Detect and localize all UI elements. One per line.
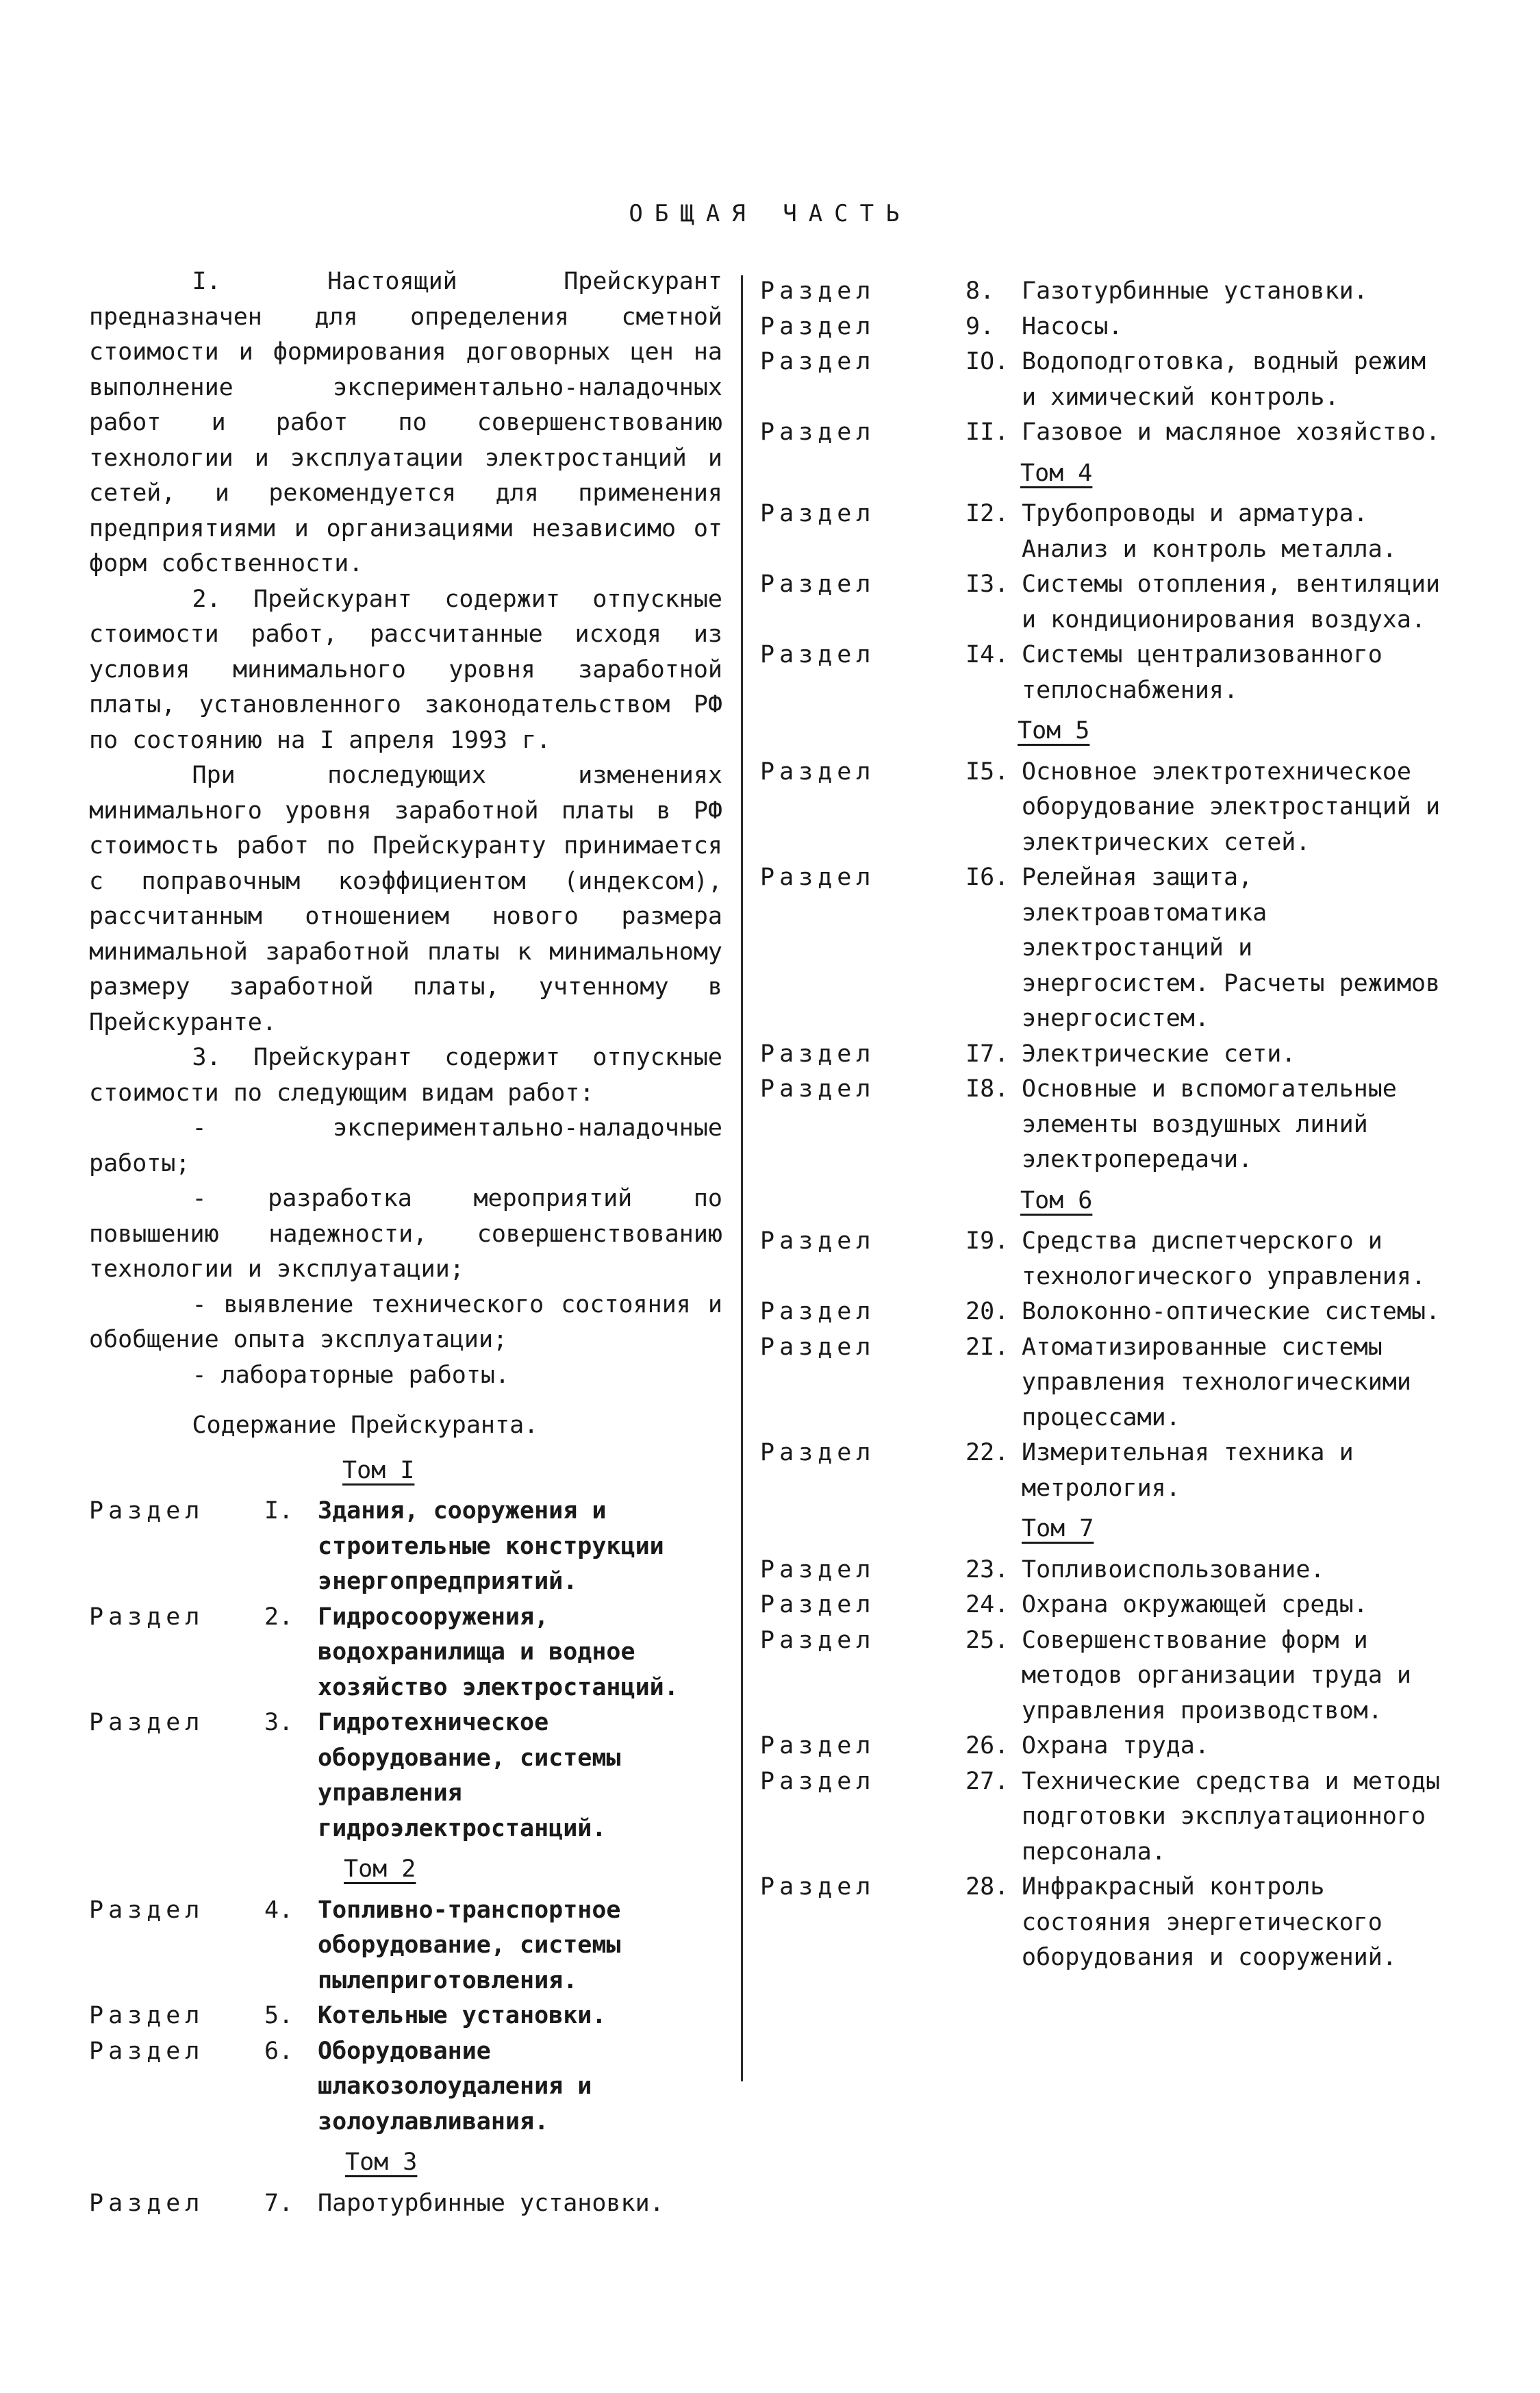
section-entry <box>89 1893 722 1999</box>
section-number: II. <box>965 418 1009 446</box>
section-label: Раздел <box>89 1709 205 1736</box>
section-number: 9. <box>965 312 995 340</box>
section-label: Раздел <box>760 277 876 305</box>
section-label: Раздел <box>760 1227 876 1255</box>
section-entry <box>760 1729 1445 1764</box>
section-number: I5. <box>965 757 1009 786</box>
section-title: Средства диспетчерского и технологического управления. <box>1022 1227 1426 1290</box>
section-label: Раздел <box>760 1873 876 1901</box>
section-title: Атоматизированные системы управления технологическими процессами. <box>1022 1333 1411 1431</box>
section-number: I3. <box>965 571 1009 598</box>
section-label: Раздел <box>760 1591 876 1618</box>
section-number: I2. <box>965 500 1009 527</box>
section-entry <box>89 1600 722 1706</box>
section-entry <box>760 274 1445 310</box>
section-title: Топливно-транспортное оборудование, системы пылеприготовления. <box>318 1896 621 1994</box>
section-label: Раздел <box>760 1040 876 1068</box>
section-title: Системы централизованного теплоснабжения. <box>1022 641 1383 704</box>
section-title: Инфракрасный контроль состояния энергетического оборудования и сооружений. <box>1022 1873 1397 1971</box>
section-entry <box>89 1999 722 2034</box>
section-title: Совершенствование форм и методов организации труда и управления производством. <box>1022 1626 1411 1725</box>
section-number: 23. <box>965 1555 1009 1583</box>
section-entry <box>760 1870 1445 1976</box>
section-label: Раздел <box>760 1298 876 1325</box>
section-label: Раздел <box>760 864 876 891</box>
section-entry <box>760 860 1445 1037</box>
section-number: I4. <box>965 641 1009 668</box>
section-entry <box>760 497 1445 567</box>
section-entry <box>760 1037 1445 1073</box>
section-label: Раздел <box>760 571 876 598</box>
section-label: Раздел <box>760 312 876 340</box>
section-entry <box>89 1494 722 1600</box>
work-type-item: - разработка мероприятий по повышению надежности, совершенствованию технологии и эксплуатации; <box>89 1185 722 1283</box>
section-number: 6. <box>264 2037 294 2065</box>
volume-heading: Том 7 <box>1022 1515 1094 1542</box>
section-number: 28. <box>965 1873 1009 1901</box>
section-label: Раздел <box>760 418 876 446</box>
intro-paragraph-3: При последующих изменениях минимального уровня заработной платы в РФ стоимость работ по Прейскуранту принимается с поправочным коэффициентом (индексом), рассчитанным отношением нового размера минимальной заработной платы к минимальному размеру заработной платы, учтенному в Прейскуранте. <box>89 762 722 1036</box>
section-number: 4. <box>264 1896 294 1924</box>
section-entry <box>760 310 1445 345</box>
section-title: Системы отопления, вентиляции и кондиционирования воздуха. <box>1022 571 1441 634</box>
section-number: 5. <box>264 2002 294 2029</box>
section-label: Раздел <box>89 2189 205 2217</box>
section-title: Оборудование шлакозолоудаления и золоулавливания. <box>318 2037 592 2135</box>
section-entry <box>760 755 1445 861</box>
section-number: 22. <box>965 1439 1009 1466</box>
section-number: 8. <box>965 277 995 305</box>
section-title: Трубопроводы и арматура. Анализ и контроль металла. <box>1022 500 1397 563</box>
section-entry <box>760 1294 1445 1330</box>
section-number: IO. <box>965 348 1009 375</box>
section-label: Раздел <box>760 1767 876 1795</box>
volume-heading: Том 6 <box>1020 1186 1093 1214</box>
volume-heading: Том I <box>342 1456 415 1484</box>
section-entry <box>89 2034 722 2140</box>
volume-heading: Том 2 <box>344 1855 416 1883</box>
section-number: I. <box>264 1497 294 1525</box>
section-title: Газотурбинные установки. <box>1022 277 1368 305</box>
section-title: Водоподготовка, водный режим и химический контроль. <box>1022 348 1426 411</box>
section-title: Электрические сети. <box>1022 1040 1296 1068</box>
volume-heading: Том 4 <box>1020 459 1093 487</box>
section-number: 2. <box>264 1603 294 1631</box>
section-number: 20. <box>965 1298 1009 1325</box>
section-label: Раздел <box>760 1439 876 1466</box>
section-entry <box>760 344 1445 415</box>
section-number: I6. <box>965 864 1009 891</box>
section-title: Технические средства и методы подготовки эксплуатационного персонала. <box>1022 1767 1441 1866</box>
section-entry <box>760 1764 1445 1870</box>
section-title: Топливоиспользование. <box>1022 1555 1325 1583</box>
section-label: Раздел <box>760 757 876 786</box>
section-entry <box>760 638 1445 708</box>
section-title: Здания, сооружения и строительные конструкции энергопредприятий. <box>318 1497 664 1595</box>
work-type-item: - лабораторные работы. <box>192 1361 510 1389</box>
section-label: Раздел <box>89 1603 205 1631</box>
section-entry <box>760 567 1445 638</box>
section-entry <box>760 1623 1445 1729</box>
intro-paragraph-2: 2. Прейскурант содержит отпускные стоимости работ, рассчитанные исходя из условия минимального уровня заработной платы, установленного законодательством РФ по состоянию на I апреля 1993 г. <box>89 585 722 754</box>
left-column <box>89 264 722 2221</box>
section-entry <box>89 2186 722 2222</box>
section-entry <box>760 415 1445 451</box>
section-number: I7. <box>965 1040 1009 1068</box>
right-column <box>760 274 1445 1976</box>
section-title: Котельные установки. <box>318 2002 607 2029</box>
section-entry <box>760 1072 1445 1178</box>
work-type-item: - выявление технического состояния и обобщение опыта эксплуатации; <box>89 1290 722 1353</box>
section-number: 2I. <box>965 1333 1009 1361</box>
section-label: Раздел <box>760 1555 876 1583</box>
section-label: Раздел <box>89 2002 205 2029</box>
section-title: Насосы. <box>1022 312 1123 340</box>
section-number: I8. <box>965 1075 1009 1103</box>
volume-heading: Том 3 <box>345 2148 418 2176</box>
section-number: 26. <box>965 1732 1009 1759</box>
section-title: Охрана окружающей среды. <box>1022 1591 1368 1618</box>
column-divider <box>741 275 743 2081</box>
section-entry <box>760 1553 1445 1588</box>
section-number: 27. <box>965 1767 1009 1795</box>
section-title: Волоконно-оптические системы. <box>1022 1298 1441 1325</box>
work-type-item: - экспериментально-наладочные работы; <box>89 1114 722 1177</box>
section-label: Раздел <box>760 500 876 527</box>
section-number: 7. <box>264 2189 294 2217</box>
section-title: Измерительная техника и метрология. <box>1022 1439 1354 1502</box>
section-title: Релейная защита, электроавтоматика электростанций и энергосистем. Расчеты режимов энергосистем. <box>1022 864 1441 1032</box>
section-label: Раздел <box>760 1626 876 1654</box>
section-title: Основное электротехническое оборудование электростанций и электрических сетей. <box>1022 757 1441 856</box>
section-label: Раздел <box>89 2037 205 2065</box>
section-entry <box>89 1705 722 1846</box>
page-title: ОБЩАЯ ЧАСТЬ <box>629 200 911 227</box>
section-title: Основные и вспомогательные элементы воздушных линий электропередачи. <box>1022 1075 1397 1173</box>
section-number: 25. <box>965 1626 1009 1654</box>
section-number: 3. <box>264 1709 294 1736</box>
section-label: Раздел <box>760 1075 876 1103</box>
intro-paragraph-1: I. Настоящий Прейскурант предназначен для определения сметной стоимости и формирования договорных цен на выполнение экспериментально-наладочных работ и работ по совершенствованию технологии и эксплуатации электростанций и сетей, и рекомендуется для применения предприятиями и организациями независимо от форм собственности. <box>89 268 722 577</box>
section-number: 24. <box>965 1591 1009 1618</box>
section-title: Паротурбинные установки. <box>318 2189 664 2217</box>
section-entry <box>760 1224 1445 1294</box>
section-label: Раздел <box>760 348 876 375</box>
section-number: I9. <box>965 1227 1009 1255</box>
section-label: Раздел <box>760 1732 876 1759</box>
section-entry <box>760 1330 1445 1436</box>
section-title: Охрана труда. <box>1022 1732 1209 1759</box>
section-label: Раздел <box>760 641 876 668</box>
section-entry <box>760 1588 1445 1623</box>
intro-paragraph-4: 3. Прейскурант содержит отпускные стоимости по следующим видам работ: <box>89 1044 722 1107</box>
section-label: Раздел <box>760 1333 876 1361</box>
contents-heading: Содержание Прейскуранта. <box>192 1412 539 1439</box>
section-title: Газовое и масляное хозяйство. <box>1022 418 1441 446</box>
section-title: Гидротехническое оборудование, системы управления гидроэлектростанций. <box>318 1709 621 1842</box>
section-title: Гидросооружения, водохранилища и водное хозяйство электростанций. <box>318 1603 679 1701</box>
volume-heading: Том 5 <box>1018 717 1090 744</box>
section-label: Раздел <box>89 1896 205 1924</box>
section-entry <box>760 1436 1445 1506</box>
section-label: Раздел <box>89 1497 205 1525</box>
